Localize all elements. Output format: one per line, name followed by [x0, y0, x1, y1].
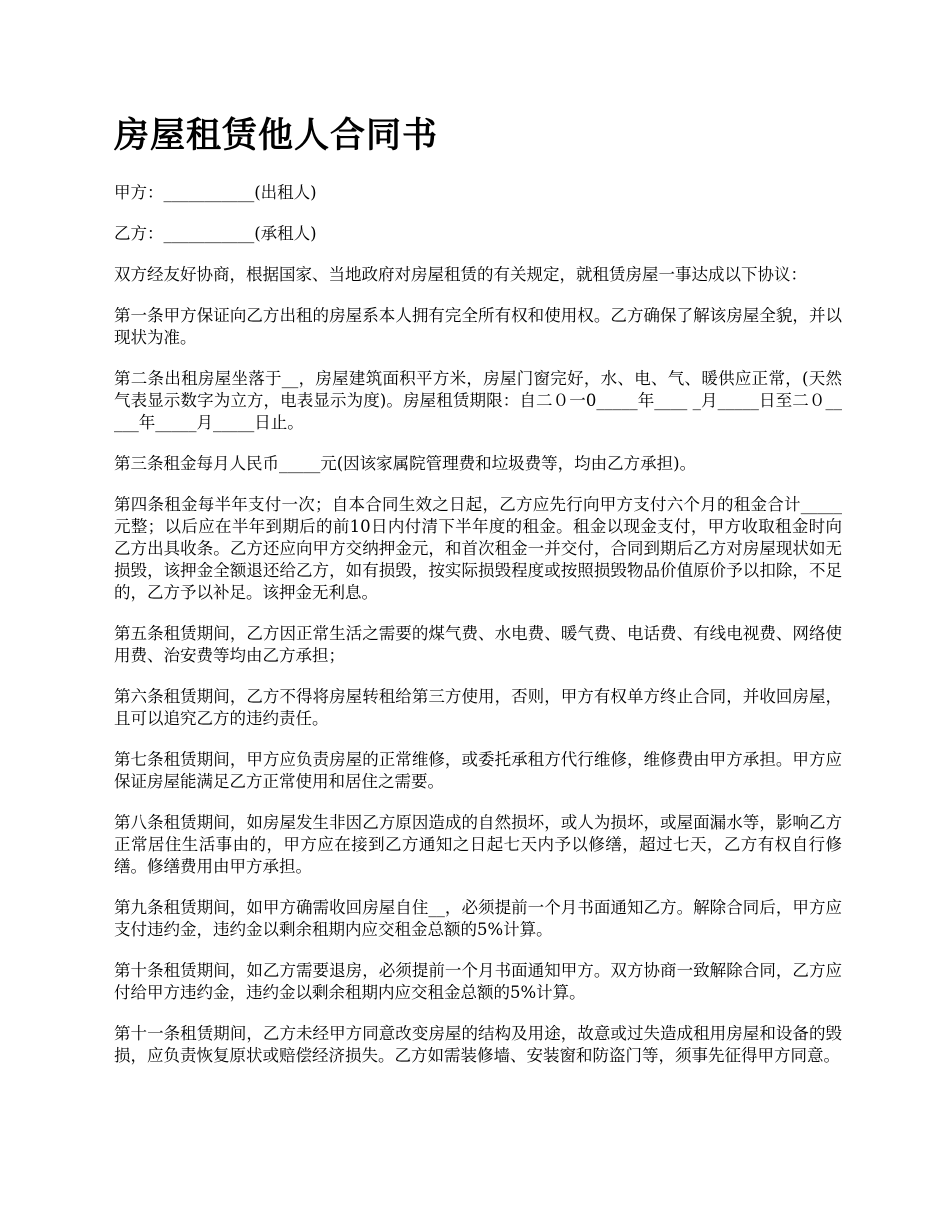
clause-9-paragraph: 第九条租赁期间，如甲方确需收回房屋自住__，必须提前一个月书面通知乙方。解除合同后，甲方应支付违约金，违约金以剩余租期内应交租金总额的5%计算。: [114, 898, 842, 939]
party-b-line: 乙方：___________(承租人): [114, 224, 317, 243]
clause-4-paragraph: 第四条租金每半年支付一次；自本合同生效之日起，乙方应先行向甲方支付六个月的租金合计_____元整；以后应在半年到期后的前10日内付清下半年度的租金。租金以现金支付，甲方收取租金时向乙方出具收条。乙方还应向甲方交纳押金元，和首次租金一并交付，合同到期后乙方对房屋现状如无损毁，该押金全额退还给乙方，如有损毁，按实际损毁程度或按照损毁物品价值原价予以扣除，不足的，乙方予以补足。该押金无利息。: [114, 495, 842, 602]
clause-1-paragraph: 第一条甲方保证向乙方出租的房屋系本人拥有完全所有权和使用权。乙方确保了解该房屋全貌，并以现状为准。: [114, 306, 842, 347]
party-a-line: 甲方：___________(出租人): [114, 183, 317, 202]
clause-7-paragraph: 第七条租赁期间，甲方应负责房屋的正常维修，或委托承租方代行维修，维修费由甲方承担。甲方应保证房屋能满足乙方正常使用和居住之需要。: [114, 750, 842, 791]
clause-5-paragraph: 第五条租赁期间，乙方因正常生活之需要的煤气费、水电费、暖气费、电话费、有线电视费、网络使用费、治安费等均由乙方承担；: [114, 624, 842, 665]
preamble-paragraph: 双方经友好协商，根据国家、当地政府对房屋租赁的有关规定，就租赁房屋一事达成以下协议：: [114, 265, 807, 284]
clause-3-paragraph: 第三条租金每月人民币_____元(因该家属院管理费和垃圾费等，均由乙方承担)。: [114, 454, 697, 473]
clause-10-paragraph: 第十条租赁期间，如乙方需要退房，必须提前一个月书面通知甲方。双方协商一致解除合同，乙方应付给甲方违约金，违约金以剩余租期内应交租金总额的5%计算。: [114, 961, 842, 1002]
clause-2-paragraph: 第二条出租房屋坐落于__，房屋建筑面积平方米，房屋门窗完好，水、电、气、暖供应正常，(天然气表显示数字为立方，电表显示为度)。房屋租赁期限：自二０一0_____年____ _月_____日至二０_____年_____月_____日止。: [114, 369, 842, 432]
clause-11-paragraph: 第十一条租赁期间，乙方未经甲方同意改变房屋的结构及用途，故意或过失造成租用房屋和设备的毁损，应负责恢复原状或赔偿经济损失。乙方如需装修墙、安装窗和防盗门等，须事先征得甲方同意。: [114, 1024, 842, 1065]
document-page: [114, 110, 842, 1086]
clause-6-paragraph: 第六条租赁期间，乙方不得将房屋转租给第三方使用，否则，甲方有权单方终止合同，并收回房屋，且可以追究乙方的违约责任。: [114, 687, 842, 728]
document-title: 房屋租赁他人合同书: [114, 116, 439, 156]
clause-8-paragraph: 第八条租赁期间，如房屋发生非因乙方原因造成的自然损坏，或人为损坏，或屋面漏水等，影响乙方正常居住生活事由的，甲方应在接到乙方通知之日起七天内予以修缮，超过七天，乙方有权自行修缮。修缮费用由甲方承担。: [114, 813, 842, 876]
